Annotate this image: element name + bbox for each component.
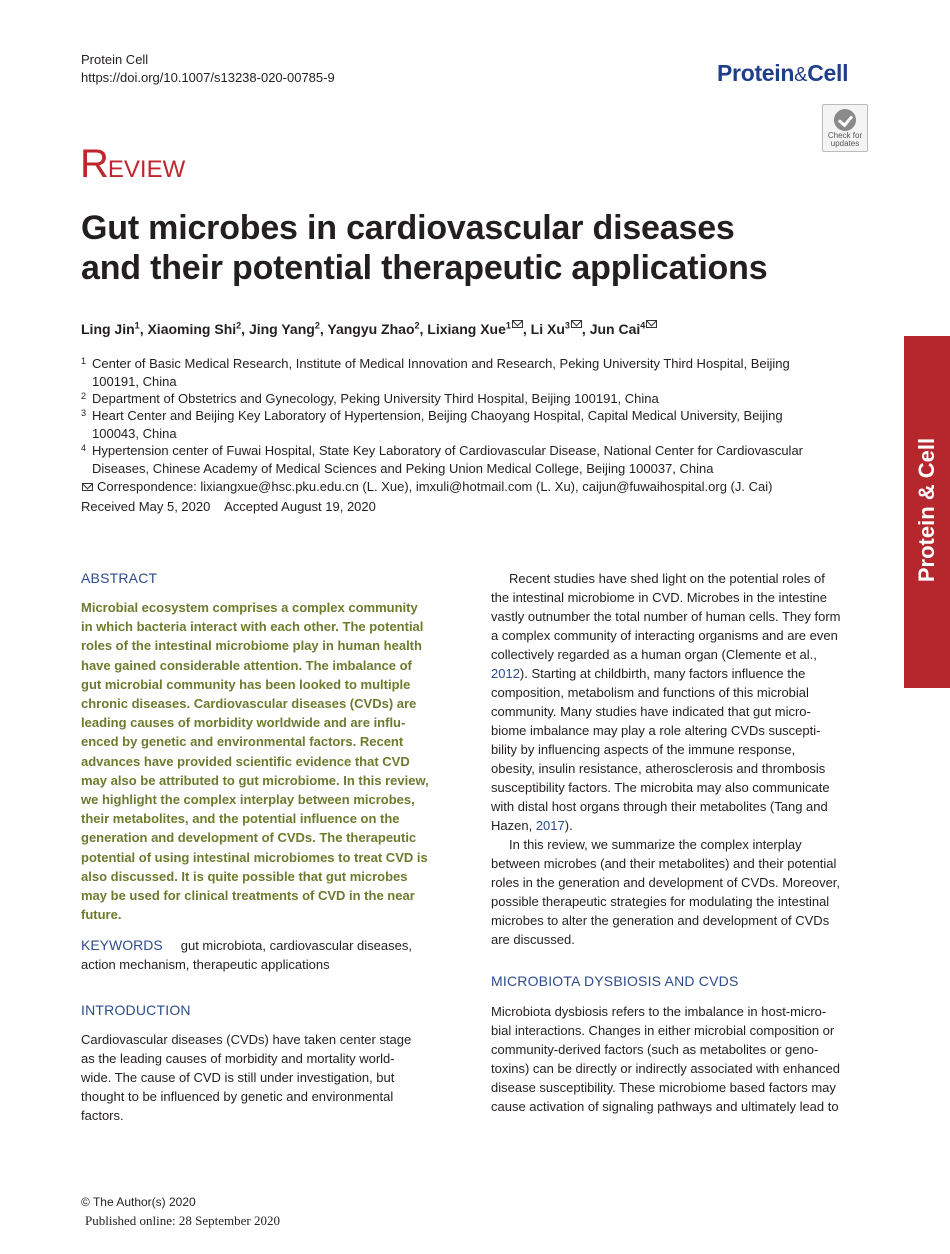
body-line: Microbiota dysbiosis refers to the imbalance in host-micro- — [491, 1004, 827, 1019]
author: Xiaoming Shi — [147, 321, 237, 337]
body-line: susceptibility factors. The microbita may also communicate — [491, 780, 830, 795]
intro-line: wide. The cause of CVD is still under investigation, but — [81, 1070, 395, 1085]
body-line: with distal host organs through their metabolites (Tang and — [491, 799, 828, 814]
brand-right: Cell — [807, 60, 849, 86]
introduction-heading: INTRODUCTION — [81, 1002, 191, 1018]
affiliation-1 — [81, 355, 871, 390]
check-line1: Check for — [827, 131, 863, 140]
body-line: between microbes (and their metabolites) and their potential — [491, 856, 837, 871]
abstract-line: potential of using intestinal microbiomes to treat CVD is — [81, 849, 428, 865]
abstract-line: roles of the intestinal microbiome play in human health — [81, 638, 422, 654]
body-text-span: ). — [564, 818, 573, 833]
abstract-line: chronic diseases. Cardiovascular diseases (CVDs) are — [81, 696, 417, 712]
affiliation-3 — [81, 407, 871, 442]
affiliation-line: 100043, China — [92, 425, 177, 441]
affiliation-line: Hypertension center of Fuwai Hospital, State Key Laboratory of Cardiovascular Disease, National Center for Cardiovascular — [92, 443, 804, 458]
body-line: possible therapeutic strategies for modulating the intestinal — [491, 894, 830, 909]
body-line: disease susceptibility. These microbiome based factors may — [491, 1080, 836, 1095]
article-title-line2: and their potential therapeutic applications — [81, 249, 768, 287]
side-journal-label: Protein & Cell — [914, 437, 939, 583]
abstract-line: leading causes of morbidity worldwide and are influ- — [81, 715, 406, 731]
body-line: bial interactions. Changes in either microbial composition or — [491, 1023, 835, 1038]
body-line: Recent studies have shed light on the potential roles of — [509, 571, 825, 586]
abstract-line: future. — [81, 907, 122, 923]
author-sup: 1 — [134, 320, 140, 331]
affiliation-line: 100191, China — [92, 373, 177, 389]
body-line: In this review, we summarize the complex interplay — [509, 837, 802, 852]
journal-name: Protein Cell — [81, 52, 149, 67]
abstract-line: have gained considerable attention. The imbalance of — [81, 657, 412, 673]
abstract-line: enced by genetic and environmental factors. Recent — [81, 734, 404, 750]
abstract-line: Microbial ecosystem comprises a complex community — [81, 600, 418, 615]
abstract-line: in which bacteria interact with each other. The potential — [81, 619, 424, 635]
affiliation-line: Diseases, Chinese Academy of Medical Sciences and Peking Union Medical College, Beijing 100037, China — [92, 460, 714, 476]
copyright: © The Author(s) 2020 — [81, 1195, 196, 1209]
affiliation-num: 4 — [81, 443, 87, 453]
body-line: toxins) can be directly or indirectly associated with enhanced — [491, 1061, 841, 1076]
article-type-rest: EVIEW — [107, 156, 186, 183]
body-line: a complex community of interacting organisms and are even — [491, 628, 838, 643]
keywords-line1: gut microbiota, cardiovascular diseases, — [180, 938, 412, 953]
body-line: biome imbalance may play a role altering CVDs suscepti- — [491, 723, 821, 738]
keywords-block — [81, 936, 471, 974]
correspondence-text: Correspondence: lixiangxue@hsc.pku.edu.cn (L. Xue), imxuli@hotmail.com (L. Xu), caijun@fuwaihospital.org (J. Cai) — [97, 479, 773, 494]
brand-left: Protein — [717, 60, 795, 86]
author: Yangyu Zhao — [327, 321, 415, 337]
citation-link[interactable]: 2017 — [535, 818, 565, 833]
affiliation-line: Center of Basic Medical Research, Institute of Medical Innovation and Research, Peking University Third Hospital, Beijing — [92, 356, 790, 371]
abstract-body — [81, 598, 459, 924]
body-line: roles in the generation and development of CVDs. Moreover, — [491, 875, 841, 890]
author-sup: 2 — [236, 320, 242, 331]
keywords-label: KEYWORDS — [81, 937, 163, 953]
affiliation-num: 1 — [81, 356, 87, 366]
right-column-para3 — [491, 1002, 869, 1116]
affiliation-line: Heart Center and Beijing Key Laboratory of Hypertension, Beijing Chaoyang Hospital, Capital Medical University, Beijing — [92, 408, 783, 423]
keywords-line2: action mechanism, therapeutic applications — [81, 957, 330, 972]
received-accepted-dates: Received May 5, 2020 Accepted August 19, 2020 — [81, 499, 376, 514]
body-line: bility by influencing aspects of the immune response, — [491, 742, 796, 757]
author-sup: 2 — [414, 320, 420, 331]
mail-icon — [571, 320, 582, 328]
mail-icon — [512, 320, 523, 328]
body-text-span: Hazen, — [491, 818, 536, 833]
doi-link[interactable]: https://doi.org/10.1007/s13238-020-00785-9 — [81, 70, 335, 85]
author: Ling Jin — [81, 321, 135, 337]
published-online: Published online: 28 September 2020 — [85, 1213, 280, 1228]
author-list: Ling Jin$^1$, Xiaoming Shi$^2$, Jing Yang$^2$, Yangyu Zhao$^2$, Lixiang Xue$^1$ , Li Xu$^3$ , Jun Cai$^4$ — [81, 320, 657, 337]
body-line: microbes to alter the generation and development of CVDs — [491, 913, 830, 928]
abstract-line: their metabolites, and the potential influence on the — [81, 811, 400, 827]
article-type — [80, 142, 185, 187]
author-sup: 4 — [640, 320, 646, 331]
affiliation-4 — [81, 442, 871, 477]
intro-line: as the leading causes of morbidity and mortality world- — [81, 1051, 395, 1066]
body-line: collectively regarded as a human organ (Clemente et al., — [491, 647, 817, 662]
body-line — [491, 816, 869, 835]
abstract-line: may be used for clinical treatments of CVD in the near — [81, 888, 415, 904]
body-line: composition, metabolism and functions of this microbial — [491, 685, 809, 700]
author-sup: 1 — [505, 320, 511, 331]
intro-line: factors. — [81, 1108, 124, 1123]
body-line — [491, 664, 869, 683]
intro-line: thought to be influenced by genetic and environmental — [81, 1089, 394, 1104]
check-line2: updates — [830, 139, 860, 148]
affiliation-line: Department of Obstetrics and Gynecology, Peking University Third Hospital, Beijing 100191, China — [92, 391, 659, 406]
abstract-line: also discussed. It is quite possible that gut microbes — [81, 868, 408, 884]
author-sup: 3 — [564, 320, 570, 331]
affiliation-num: 2 — [81, 391, 87, 401]
body-line: the intestinal microbiome in CVD. Microbes in the intestine — [491, 590, 827, 605]
author: Jun Cai — [589, 321, 641, 337]
body-line: community-derived factors (such as metabolites or geno- — [491, 1042, 819, 1057]
mail-icon — [646, 320, 657, 328]
author: Li Xu — [530, 321, 565, 337]
section-heading-dysbiosis: MICROBIOTA DYSBIOSIS AND CVDS — [491, 973, 739, 989]
right-column-para1 — [491, 569, 869, 949]
abstract-line: we highlight the complex interplay between microbes, — [81, 792, 415, 808]
body-line: vastly outnumber the total number of human cells. They form — [491, 609, 841, 624]
abstract-line: advances have provided scientific evidence that CVD — [81, 753, 410, 769]
body-text-span: ). Starting at childbirth, many factors influence the — [519, 666, 806, 681]
introduction-body — [81, 1030, 459, 1125]
author: Lixiang Xue — [427, 321, 506, 337]
journal-brand — [717, 60, 848, 87]
affiliation-num: 3 — [81, 408, 87, 418]
abstract-line: gut microbial community has been looked to multiple — [81, 676, 411, 692]
check-icon — [834, 109, 856, 131]
author: Jing Yang — [248, 321, 315, 337]
body-line: obesity, insulin resistance, atherosclerosis and thrombosis — [491, 761, 826, 776]
abstract-line: generation and development of CVDs. The therapeutic — [81, 830, 417, 846]
article-title-line1: Gut microbes in cardiovascular diseases — [81, 209, 735, 247]
body-line: community. Many studies have indicated that gut micro- — [491, 704, 811, 719]
intro-line: Cardiovascular diseases (CVDs) have taken center stage — [81, 1032, 412, 1047]
affiliation-2 — [81, 390, 871, 408]
citation-link[interactable]: 2012 — [491, 666, 520, 681]
check-for-updates-badge[interactable] — [822, 104, 868, 152]
mail-icon — [82, 483, 93, 491]
body-line: cause activation of signaling pathways and ultimately lead to — [491, 1099, 839, 1114]
correspondence — [81, 478, 772, 496]
brand-amp: & — [794, 64, 808, 86]
body-line: are discussed. — [491, 932, 575, 947]
article-type-first: R — [80, 142, 108, 186]
abstract-line: may also be attributed to gut microbiome. In this review, — [81, 772, 429, 788]
author-sup: 2 — [314, 320, 320, 331]
abstract-heading: ABSTRACT — [81, 570, 158, 586]
